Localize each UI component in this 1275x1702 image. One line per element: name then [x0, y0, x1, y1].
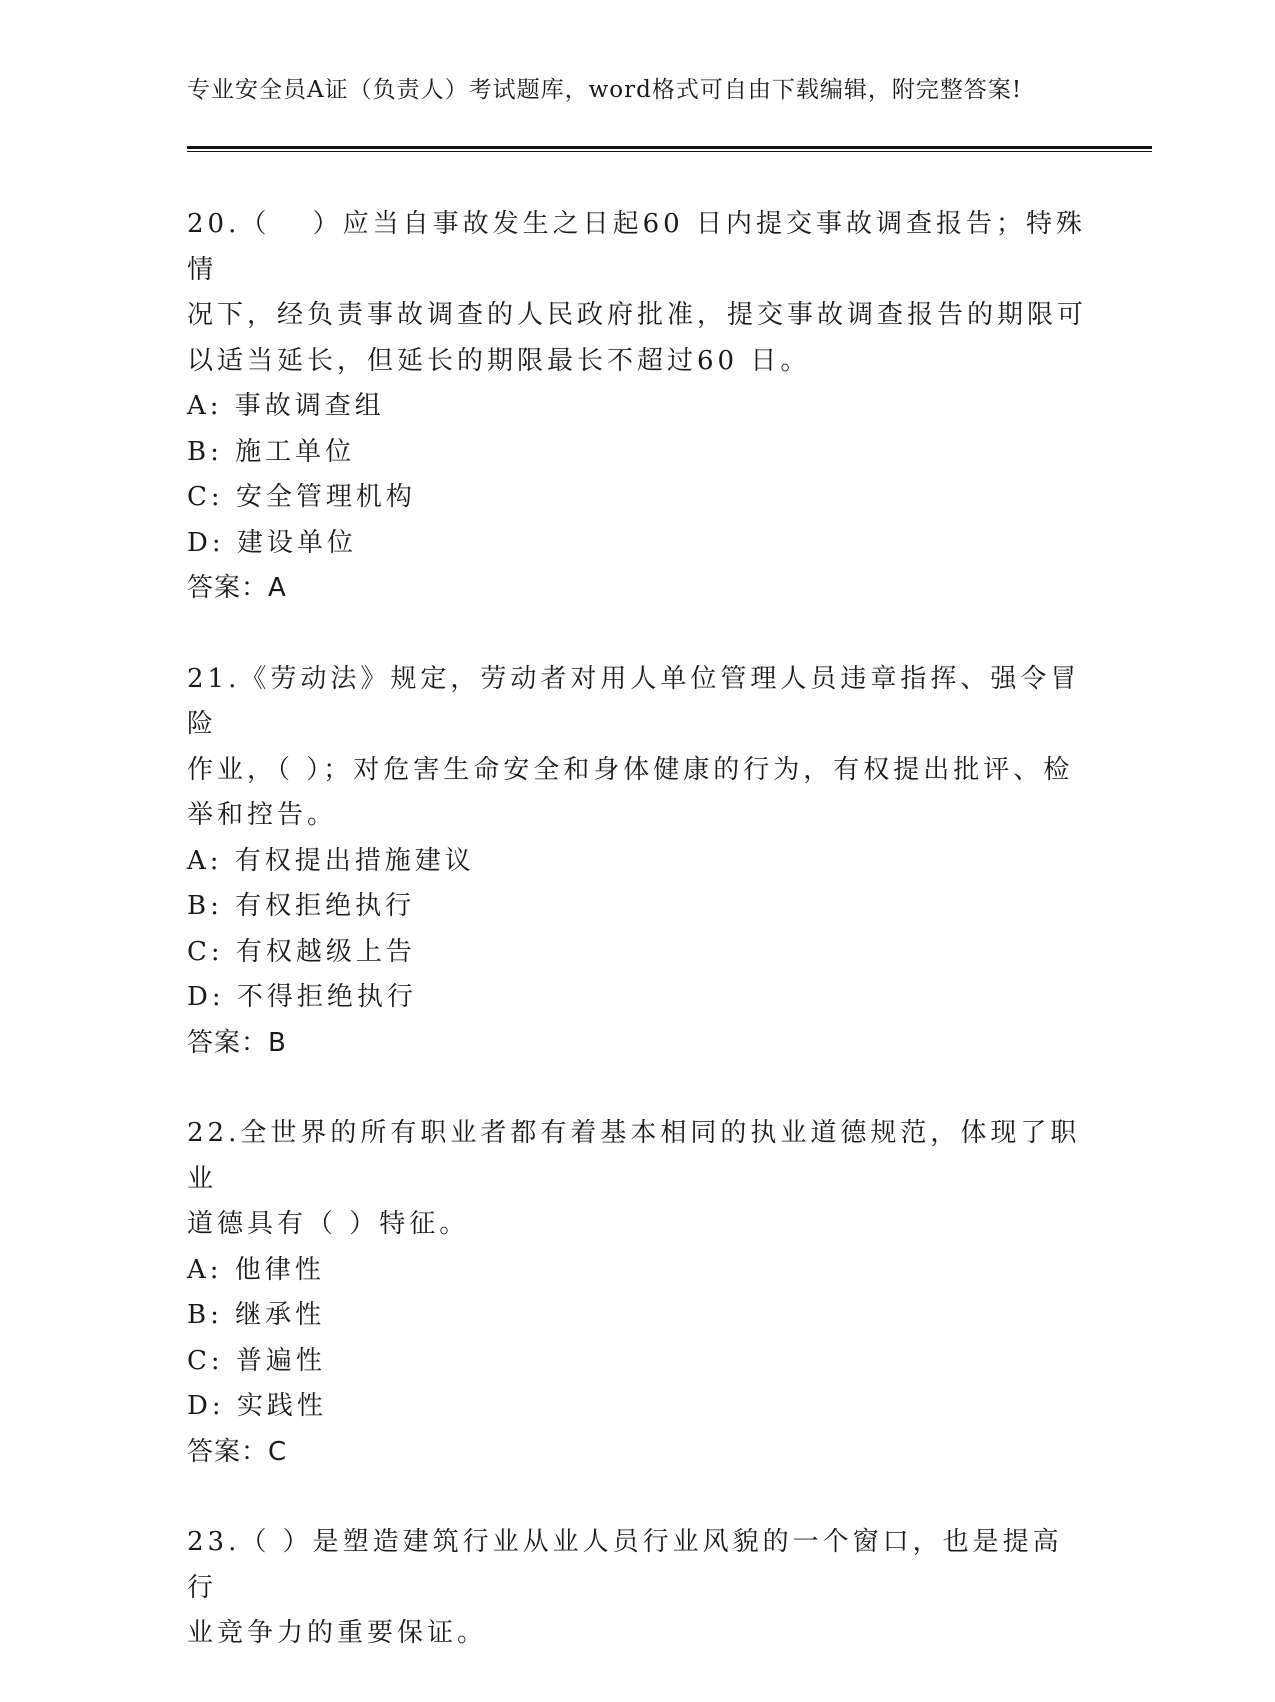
option-b: B: 有权拒绝执行 [187, 891, 416, 921]
option-c: C: 安全管理机构 [187, 482, 416, 512]
option-c: C: 有权越级上告 [187, 936, 416, 967]
question-stem-line: 以适当延长，但延长的期限最长不超过60 日。 [187, 345, 811, 376]
question-stem-line: 20.（ ）应当自事故发生之日起60 日内提交事故调查报告；特殊情 [187, 209, 1086, 285]
option-d: D: 建设单位 [187, 527, 357, 558]
option-b: B: 继承性 [187, 1300, 326, 1330]
question-stem-line: 作业，（ ）；对危害生命安全和身体健康的行为，有权提出批评、检 [187, 754, 1074, 785]
answer-line: 答案：B [187, 1027, 287, 1058]
question-22 [187, 1111, 1087, 1475]
question-stem-line: 21.《劳动法》规定，劳动者对用人单位管理人员违章指挥、强令冒险 [187, 663, 1081, 739]
option-a: A: 事故调查组 [187, 391, 385, 421]
question-20 [187, 202, 1087, 612]
option-a: A: 有权提出措施建议 [187, 845, 475, 876]
option-a: A: 他律性 [187, 1254, 325, 1285]
page-header: 专业安全员A证（负责人）考试题库，word格式可自由下载编辑，附完整答案! [187, 77, 1023, 103]
question-stem-line: 23.（ ）是塑造建筑行业从业人员行业风貌的一个窗口，也是提高行 [187, 1527, 1063, 1603]
option-b: B: 施工单位 [187, 436, 356, 467]
question-stem-line: 道德具有（ ）特征。 [187, 1209, 470, 1239]
answer-line: 答案：C [187, 1436, 288, 1467]
question-21 [187, 657, 1087, 1067]
option-d: D: 实践性 [187, 1391, 327, 1421]
question-list [187, 202, 1087, 1702]
answer-line: 答案：A [187, 573, 287, 603]
question-stem-line: 举和控告。 [187, 800, 338, 830]
header-rule-thin [187, 151, 1152, 152]
option-c: C: 普遍性 [187, 1345, 326, 1376]
header-rule-thick [187, 146, 1152, 149]
question-23 [187, 1520, 1087, 1657]
question-stem-line: 22.全世界的所有职业者都有着基本相同的执业道德规范，体现了职业 [187, 1118, 1081, 1194]
question-stem-line: 况下，经负责事故调查的人民政府批准，提交事故调查报告的期限可 [187, 300, 1088, 330]
question-stem-line: 业竞争力的重要保证。 [187, 1618, 488, 1648]
option-d: D: 不得拒绝执行 [187, 982, 417, 1012]
